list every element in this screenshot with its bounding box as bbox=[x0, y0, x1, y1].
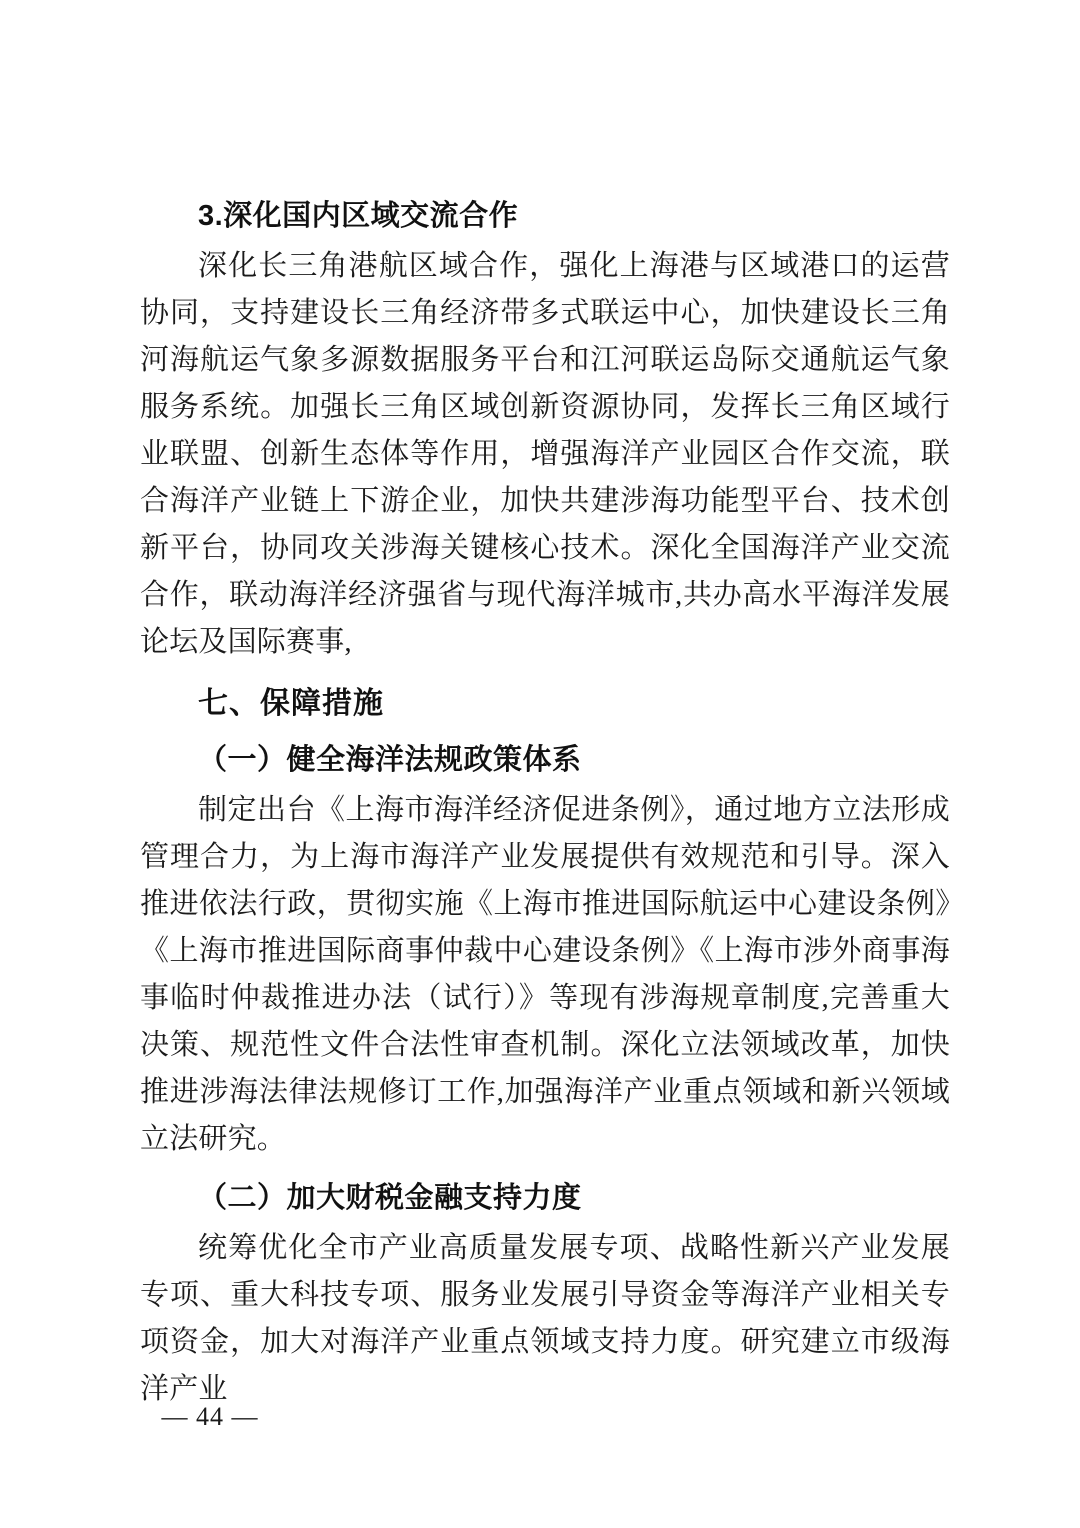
heading-subsection-one-legal-policy-system: （一）健全海洋法规政策体系 bbox=[198, 744, 582, 777]
heading-subsection-two-fiscal-financial-support: （二）加大财税金融支持力度 bbox=[198, 1182, 582, 1215]
page-number-label: — 44 — bbox=[161, 1402, 259, 1431]
paragraph-regional-cooperation: 深化长三角港航区域合作，强化上海港与区域港口的运营协同，支持建设长三角经济带多式联运中心，加快建设长三角河海航运气象多源数据服务平台和江河联运岛际交通航运气象服务系统。加强长三角区域创新资源协同，发挥长三角区域行业联盟、创新生态体等作用，增强海洋产业园区合作交流，联合海洋产业链上下游企业，加快共建涉海功能型平台、技术创新平台，协同攻关涉海关键核心技术。深化全国海洋产业交流合作，联动海洋经济强省与现代海洋城市,共办高水平海洋发展论坛及国际赛事, bbox=[140, 250, 950, 658]
page-number bbox=[0, 1402, 1080, 1432]
paragraph-fiscal-financial-support: 统筹优化全市产业高质量发展专项、战略性新兴产业发展专项、重大科技专项、服务业发展引导资金等海洋产业相关专项资金，加大对海洋产业重点领域支持力度。研究建立市级海洋产业 bbox=[140, 1232, 950, 1406]
page-body bbox=[140, 195, 950, 1417]
heading-section-seven-safeguards: 七、保障措施 bbox=[198, 686, 384, 720]
heading-deepen-domestic-regional-cooperation: 3.深化国内区域交流合作 bbox=[198, 200, 519, 232]
paragraph-legal-policy-system: 制定出台《上海市海洋经济促进条例》，通过地方立法形成管理合力，为上海市海洋产业发展提供有效规范和引导。深入推进依法行政，贯彻实施《上海市推进国际航运中心建设条例》《上海市推进国际商事仲裁中心建设条例》《上海市涉外商事海事临时仲裁推进办法（试行）》等现有涉海规章制度,完善重大决策、规范性文件合法性审查机制。深化立法领域改革，加快推进涉海法律法规修订工作,加强海洋产业重点领域和新兴领域立法研究。 bbox=[140, 794, 950, 1156]
